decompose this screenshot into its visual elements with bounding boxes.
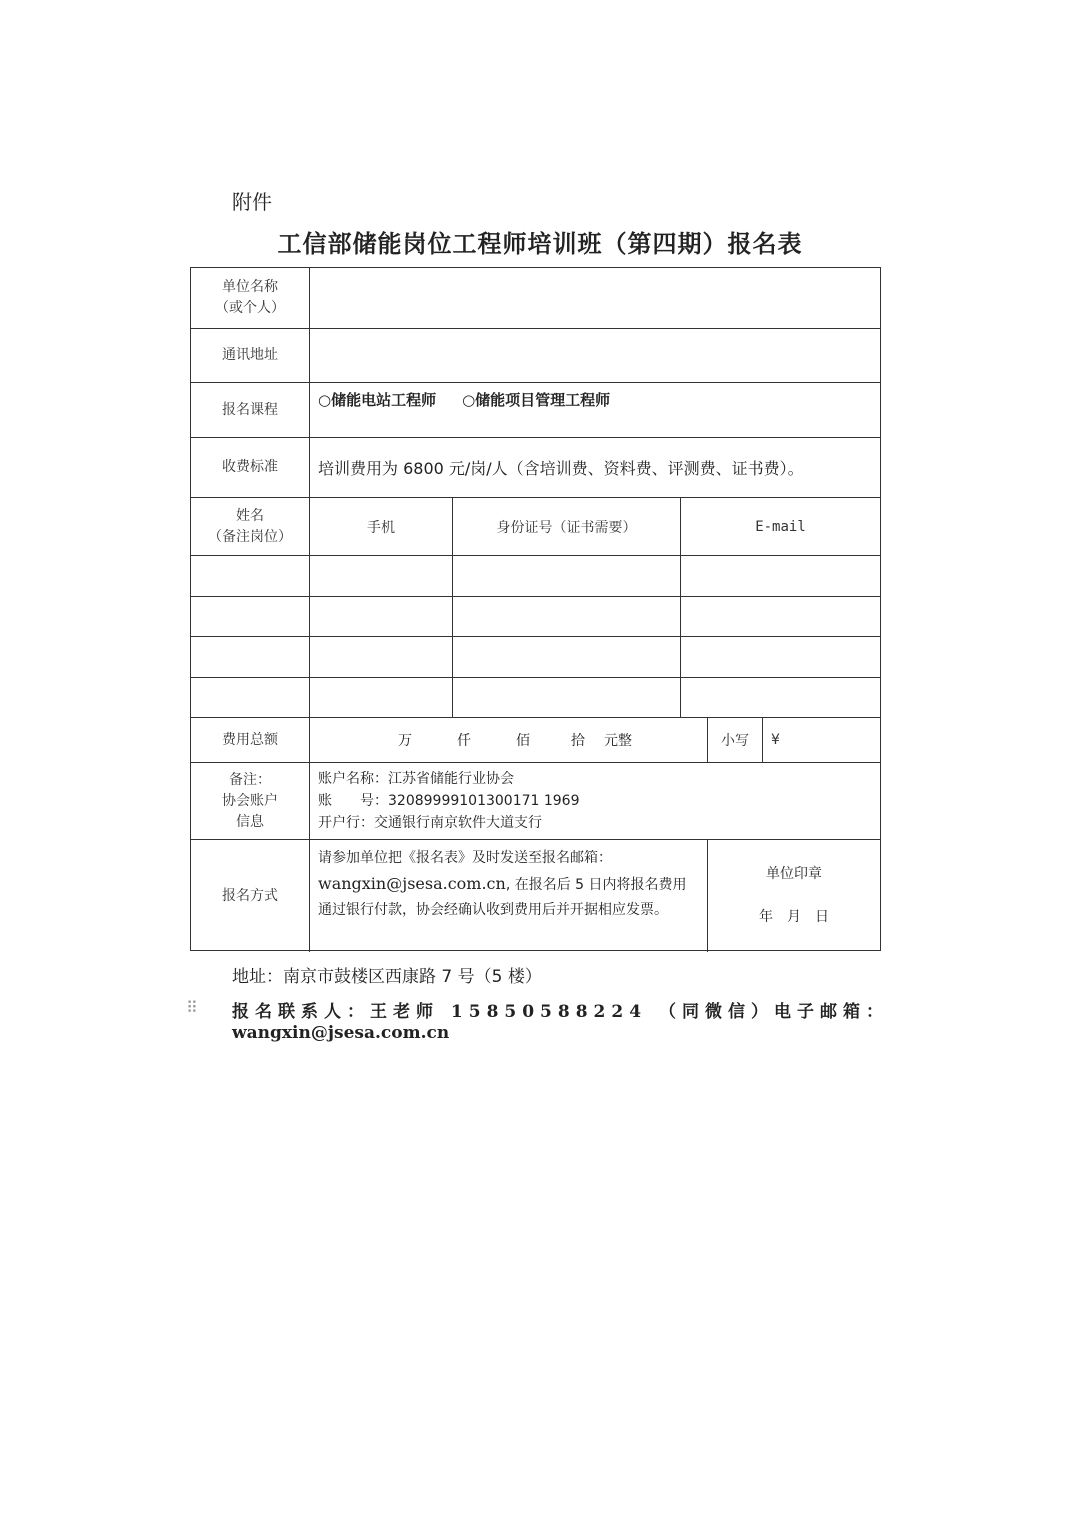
- participant-name-cell[interactable]: [191, 678, 310, 717]
- unit-name-label-line2: （或个人）: [215, 300, 285, 316]
- participant-email-cell[interactable]: [681, 637, 880, 677]
- participant-email-cell[interactable]: [681, 678, 880, 717]
- total-fee-label: 费用总额: [191, 718, 310, 762]
- course-options: [310, 383, 880, 437]
- course-option-project-manager[interactable]: ○储能项目管理工程师: [462, 391, 611, 409]
- address-label: 通讯地址: [191, 329, 310, 382]
- amount-unit-shi: 拾: [571, 733, 585, 749]
- account-info: [310, 763, 880, 839]
- unit-seal-cell: [708, 840, 880, 952]
- participant-row: [191, 678, 880, 718]
- participant-row: [191, 556, 880, 597]
- amount-unit-bai: 佰: [516, 733, 530, 749]
- small-amount-field[interactable]: [763, 718, 880, 762]
- fee-label: 收费标准: [191, 438, 310, 497]
- col-name-header: [191, 498, 310, 555]
- remark-label: [191, 763, 310, 839]
- method-text: [310, 840, 708, 952]
- participant-id-cell[interactable]: [453, 637, 681, 677]
- registration-form: [190, 267, 881, 951]
- address-field[interactable]: [310, 329, 880, 382]
- participant-row: [191, 637, 880, 678]
- col-id-header: 身份证号（证书需要）: [453, 498, 681, 555]
- participant-email-cell[interactable]: [681, 597, 880, 636]
- participant-row: [191, 597, 880, 637]
- footer-contact-email[interactable]: wangxin@jsesa.com.cn: [232, 1023, 450, 1043]
- account-row: [191, 763, 880, 840]
- method-row: [191, 840, 880, 952]
- total-fee-row: [191, 718, 880, 763]
- amount-unit-yuan: 元整: [604, 733, 632, 749]
- account-bank: 开户行：交通银行南京软件大道支行: [318, 815, 542, 831]
- method-label: 报名方式: [191, 840, 310, 952]
- form-title: 工信部储能岗位工程师培训班（第四期）报名表: [277, 229, 803, 258]
- unit-name-label-line1: 单位名称: [222, 279, 278, 295]
- participant-name-cell[interactable]: [191, 597, 310, 636]
- address-row: [191, 329, 880, 383]
- method-text-detail: , 在报名后 5 日内将报名费用通过银行付款，协会经确认收到费用后并开据相应发票。: [318, 877, 687, 918]
- fee-text: 培训费用为 6800 元/岗/人（含培训费、资料费、评测费、证书费）。: [318, 459, 804, 478]
- account-number: 账 号：32089999101300171 1969: [318, 793, 580, 809]
- participant-id-cell[interactable]: [453, 597, 681, 636]
- participant-name-cell[interactable]: [191, 556, 310, 596]
- col-phone-header: 手机: [310, 498, 453, 555]
- small-amount-label: 小写: [708, 718, 763, 762]
- course-label: 报名课程: [191, 383, 310, 437]
- footer-address: 地址：南京市鼓楼区西康路 7 号（5 楼）: [232, 967, 542, 987]
- account-name: 账户名称：江苏省储能行业协会: [318, 771, 514, 787]
- col-name-line2: （备注岗位）: [208, 528, 292, 545]
- amount-unit-qian: 仟: [457, 733, 471, 749]
- participant-id-cell[interactable]: [453, 678, 681, 717]
- participants-header-row: [191, 498, 880, 556]
- remark-label-line1: 备注：: [229, 771, 271, 788]
- amount-unit-wan: 万: [398, 733, 412, 749]
- course-option-station-engineer[interactable]: ○储能电站工程师: [318, 391, 437, 409]
- course-row: [191, 383, 880, 438]
- col-email-header: E-mail: [755, 518, 806, 535]
- participant-phone-cell[interactable]: [310, 678, 453, 717]
- method-text-intro: 请参加单位把《报名表》及时发送至报名邮箱：: [318, 850, 612, 866]
- remark-label-line2: 协会账户: [222, 792, 278, 809]
- participant-phone-cell[interactable]: [310, 597, 453, 636]
- unit-name-row: [191, 268, 880, 329]
- seal-label: 单位印章: [766, 866, 822, 882]
- participant-phone-cell[interactable]: [310, 637, 453, 677]
- attachment-label: 附件: [232, 190, 272, 214]
- drag-handle-icon[interactable]: ⠿: [186, 998, 196, 1017]
- participant-email-cell[interactable]: [681, 556, 880, 596]
- unit-name-label: [191, 268, 310, 328]
- method-email-link[interactable]: wangxin@jsesa.com.cn: [318, 874, 506, 893]
- remark-label-line3: 信息: [236, 813, 264, 830]
- col-name-line1: 姓名: [236, 507, 264, 524]
- footer-contact: 报名联系人：王老师 15850588224 （同微信）电子邮箱：: [232, 1002, 889, 1022]
- yen-symbol: ¥: [771, 732, 780, 748]
- seal-date: 年 月 日: [759, 909, 829, 925]
- participant-id-cell[interactable]: [453, 556, 681, 596]
- participant-phone-cell[interactable]: [310, 556, 453, 596]
- total-fee-uppercase-field[interactable]: [310, 718, 708, 762]
- unit-name-field[interactable]: [310, 268, 880, 328]
- fee-row: [191, 438, 880, 498]
- participant-name-cell[interactable]: [191, 637, 310, 677]
